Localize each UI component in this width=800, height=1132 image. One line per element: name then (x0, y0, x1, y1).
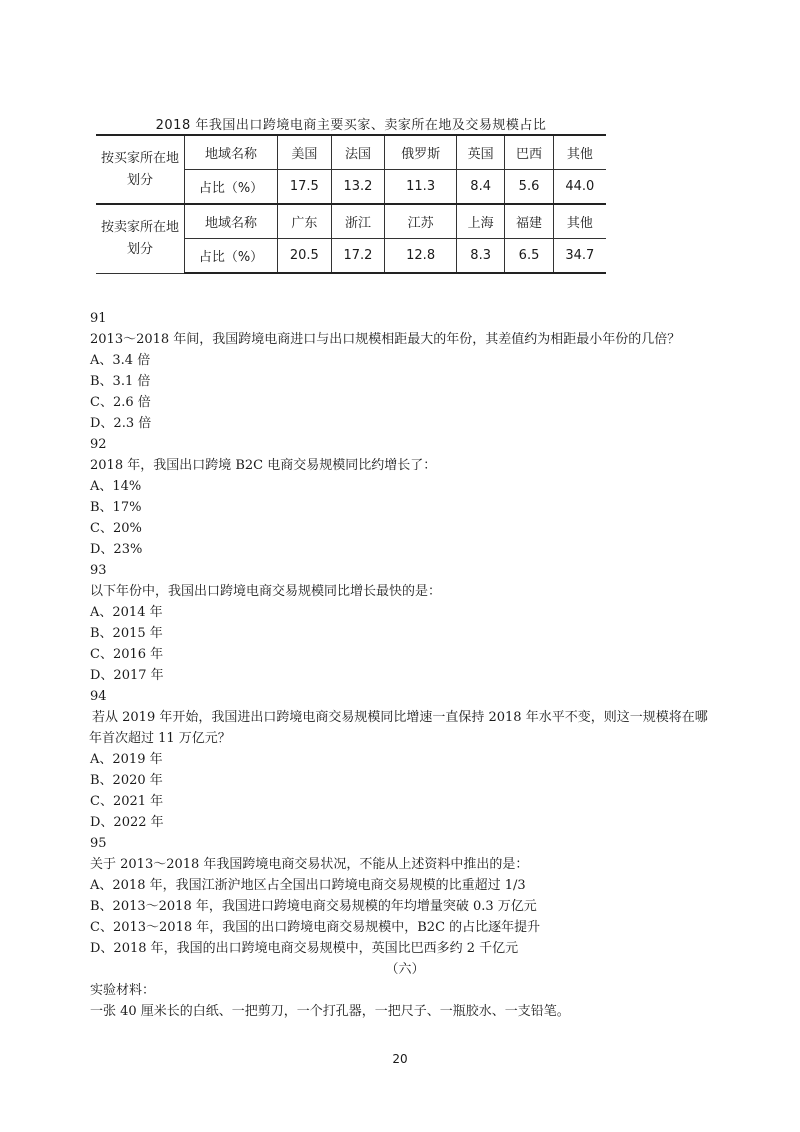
answer-option: B、17% (90, 500, 142, 515)
answer-option: D、2018 年，我国的出口跨境电商交易规模中，英国比巴西多约 2 千亿元 (90, 941, 519, 956)
table-cell: 巴西 (505, 135, 553, 170)
table-cell: 12.8 (385, 239, 457, 274)
table-cell: 法国 (331, 135, 385, 170)
buyer-group-header: 按买家所在地划分 (96, 135, 185, 204)
question-number: 92 (90, 437, 107, 452)
table-cell: 美国 (278, 135, 332, 170)
table-cell: 6.5 (505, 239, 553, 274)
table-cell: 江苏 (385, 204, 457, 239)
share-label: 占比（%） (185, 239, 278, 274)
question-stem: 2013～2018 年间，我国跨境电商进口与出口规模相距最大的年份，其差值约为相距最小年份的几倍？ (90, 332, 681, 347)
question-stem-continuation: 年首次超过 11 万亿元？ (89, 731, 231, 746)
answer-option: D、2017 年 (90, 668, 164, 683)
table-cell: 17.2 (331, 239, 385, 274)
table-cell: 其他 (553, 204, 606, 239)
question-number: 93 (90, 563, 107, 578)
share-label: 占比（%） (185, 170, 278, 205)
table-row (96, 204, 606, 239)
table-cell: 广东 (278, 204, 332, 239)
question-stem: 2018 年，我国出口跨境 B2C 电商交易规模同比约增长了： (90, 458, 437, 473)
table-cell: 8.4 (456, 170, 504, 205)
answer-option: C、20% (90, 521, 142, 536)
answer-option: C、2.6 倍 (90, 395, 151, 410)
table-cell: 34.7 (553, 239, 606, 274)
region-label: 地域名称 (185, 204, 278, 239)
question-list (90, 308, 720, 1022)
table-cell: 13.2 (331, 170, 385, 205)
table-cell: 上海 (456, 204, 504, 239)
question-number: 94 (90, 689, 107, 704)
answer-option: A、2018 年，我国江浙沪地区占全国出口跨境电商交易规模的比重超过 1/3 (90, 878, 526, 893)
answer-option: D、2022 年 (90, 815, 164, 830)
table-cell: 其他 (553, 135, 606, 170)
seller-group-header: 按卖家所在地划分 (96, 204, 185, 273)
page-number: 20 (392, 1052, 408, 1066)
material-label: 实验材料： (90, 983, 156, 998)
table-cell: 20.5 (278, 239, 332, 274)
answer-option: B、3.1 倍 (90, 374, 151, 389)
answer-option: C、2016 年 (90, 647, 164, 662)
answer-option: B、2020 年 (90, 773, 163, 788)
section-heading: （六） (385, 962, 425, 977)
answer-option: C、2013～2018 年，我国的出口跨境电商交易规模中，B2C 的占比逐年提升 (90, 920, 541, 935)
answer-option: A、3.4 倍 (90, 353, 151, 368)
table-cell: 17.5 (278, 170, 332, 205)
question-stem: 以下年份中，我国出口跨境电商交易规模同比增长最快的是： (90, 584, 442, 599)
material-text: 一张 40 厘米长的白纸、一把剪刀，一个打孔器，一把尺子、一瓶胶水、一支铅笔。 (90, 1004, 570, 1019)
table-cell: 福建 (505, 204, 553, 239)
answer-option: D、2.3 倍 (90, 416, 152, 431)
answer-option: A、2014 年 (90, 605, 163, 620)
table-cell: 俄罗斯 (385, 135, 457, 170)
table-cell: 浙江 (331, 204, 385, 239)
answer-option: A、14% (90, 479, 142, 494)
table-title: 2018 年我国出口跨境电商主要买家、卖家所在地及交易规模占比 (155, 118, 547, 133)
question-number: 95 (90, 836, 107, 851)
answer-option: B、2015 年 (90, 626, 163, 641)
question-stem: 若从 2019 年开始，我国进出口跨境电商交易规模同比增速一直保持 2018 年水平不变，则这一规模将在哪 (92, 710, 708, 725)
table-row (96, 135, 606, 170)
table-cell: 11.3 (385, 170, 457, 205)
question-stem: 关于 2013～2018 年我国跨境电商交易状况，不能从上述资料中推出的是： (90, 857, 529, 872)
table-cell: 5.6 (505, 170, 553, 205)
table-cell: 英国 (456, 135, 504, 170)
region-label: 地域名称 (185, 135, 278, 170)
question-number: 91 (90, 311, 107, 326)
answer-option: A、2019 年 (90, 752, 163, 767)
answer-option: D、23% (90, 542, 143, 557)
table-cell: 8.3 (456, 239, 504, 274)
answer-option: C、2021 年 (90, 794, 164, 809)
answer-option: B、2013～2018 年，我国进口跨境电商交易规模的年均增量突破 0.3 万亿元 (90, 899, 537, 914)
table-cell: 44.0 (553, 170, 606, 205)
region-share-table (96, 134, 606, 274)
